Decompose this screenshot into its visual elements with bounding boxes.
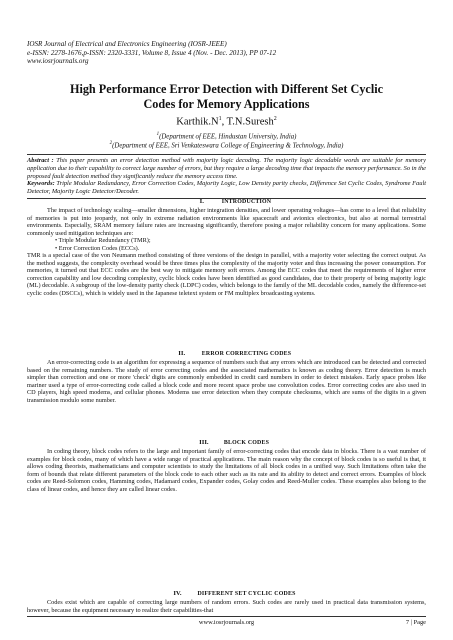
title-line-1: High Performance Error Detection with Different Set Cyclic: [69, 82, 384, 96]
section-2-body: [27, 359, 426, 404]
abstract-para: [27, 157, 426, 180]
journal-name: IOSR Journal of Electrical and Electronics Engineering (IOSR-JEEE): [27, 40, 227, 48]
author-1: Karthik.N: [176, 116, 219, 128]
section-4-number: IV.: [173, 590, 182, 597]
section-1-para-2: TMR is a special case of the von Neumann method consisting of three versions of the design in parallel, with a majority voter selecting the correct output. As the method suggests, the complexity overhead would be three times plus the complexity of the majority voter and thus increasing the power consumption. For memories, it turned out that ECC codes are the best way to mitigate memory soft errors. Among the ECC codes that meet the requirements of higher error correction capability and low decoding complexity, cyclic block codes have been identified as good candidates, due to their property of being majority logic (ML) decodable. A subgroup of the low-density parity check (LDPC) codes, which belongs to the family of the ML decodable codes, namely the difference-set cyclic codes (DSCCs), which is widely used in the Japanese teletext system or FM multiplex broadcasting systems.: [27, 252, 426, 298]
affiliation-2: [27, 140, 426, 150]
section-4-body: [27, 599, 426, 614]
section-1-bullet-1: • Triple Modular Redundancy (TMR);: [55, 237, 151, 245]
author-2-sup: 2: [273, 116, 277, 122]
abstract-label: Abstract :: [27, 157, 54, 164]
section-heading-1: [27, 198, 426, 205]
section-1-title: INTRODUCTION: [221, 199, 272, 205]
keywords-para: [27, 180, 426, 196]
section-1-para-1: The impact of technology scaling—smaller dimensions, higher integration densities, and lower operating voltages—has come to a level that reliability of memories is put into jeopardy, not only in extreme radiation environments like spacecraft and avionics electronics, but also at normal terrestrial environments. Especially, SRAM memory failure rates are increasing significantly, therefore posing a major reliability concern for many applications. Some commonly used mitigation techniques are:: [27, 207, 426, 237]
affiliation-1-text: (Department of EEE, Hindustan University, India): [159, 133, 297, 141]
section-2-title: ERROR CORRECTING CODES: [201, 351, 292, 357]
affiliation-1-sup: 1: [156, 132, 160, 137]
abstract-block: [27, 154, 426, 199]
section-3-title: BLOCK CODES: [223, 440, 270, 446]
title-line-2: Codes for Memory Applications: [143, 97, 310, 111]
affiliation-2-text: (Department of EEE, Sri Venkateswara College of Engineering & Technology, India): [112, 142, 344, 150]
abstract-text: This paper presents an error detection method with majority logic decoding. The majority logic decodable words are suitable for memory application due to their capability to correct large number of errors, but they require a large decoding time that impacts the memory performance. So in the proposed fault detection method they significantly reduce the memory access time.: [27, 157, 426, 180]
section-3-number: III.: [199, 439, 209, 446]
section-4-para-1: Codes exist which are capable of correcting large numbers of random errors. Such codes are rarely used in practical data transmission systems, however, because the equipment necessary to realize their capabilities-that: [27, 599, 426, 614]
footer-url: www.iosrjournals.org: [198, 619, 255, 626]
journal-header: [27, 40, 276, 66]
section-1-number: I.: [199, 198, 204, 205]
author-sep: ,: [221, 116, 227, 128]
journal-url: www.iosrjournals.org: [27, 57, 89, 66]
author-1-sup: 1: [218, 116, 222, 122]
section-4-title: DIFFERENT SET CYCLIC CODES: [197, 591, 296, 597]
section-1-bullet-2: • Error Correction Codes (ECCs).: [55, 244, 140, 252]
section-2-number: II.: [178, 350, 186, 357]
journal-issn: e-ISSN: 2278-1676,p-ISSN: 2320-3331, Volume 8, Issue 4 (Nov. - Dec. 2013), PP 07-12: [27, 48, 277, 57]
author-list: [27, 116, 426, 128]
section-3-body: [27, 448, 426, 493]
page-number: 7 | Page: [405, 619, 426, 626]
section-2-para-1: An error-correcting code is an algorithm for expressing a sequence of numbers such that any errors which are introduced can be detected and corrected based on the remaining numbers. The study of error correcting codes and the associated mathematics is known as coding theory. Error detection is much simpler than correction and one or more 'check' digits are commonly embedded in credit card numbers in order to detect mistakes. Early space probes like mariner used a type of error-correcting code called a block code and more recent space probe use convolution codes. Error correcting codes are also used in CD players, high speed modems, and cellular phones. Modems use error detection when they compute checksums, which are sums of the digits in a given transmission modulo some number.: [27, 359, 426, 404]
section-heading-2: [27, 350, 426, 357]
affiliation-2-sup: 2: [109, 141, 113, 146]
section-3-para-1: In coding theory, block codes refers to the large and important family of error-correcting codes that encode data in blocks. There is a vast number of examples for block codes, many of which have a wide range of practical applications. The main reason why the concept of block codes is so useful is that, it allows coding theorists, mathematicians and computer scientists to study the limitations of all block codes in a unified way. Such limitations often take the form of bounds that relate different parameters of the block code to each other such as its rate and its ability to detect and correct errors. Examples of block codes are Reed-Solomon codes, Hamming codes, Hadamard codes, Expander codes, Golay codes and Reed-Muller codes. These examples also belong to the class of linear codes, and hence they are called linear codes.: [27, 448, 426, 493]
keywords-text: Triple Modular Redundancy, Error Correction Codes, Majority Logic, Low Density parity checks, Difference Set Cyclic Codes, Syndrome Fault Detector, Majority Logic Detector/Decoder.: [27, 180, 426, 196]
author-2: T.N.Suresh: [226, 116, 274, 128]
section-heading-4: [27, 590, 426, 597]
keywords-label: Keywords:: [27, 180, 55, 188]
section-1-body: [27, 207, 426, 298]
paper-title: [40, 82, 413, 112]
section-heading-3: [27, 439, 426, 446]
page-footer: [27, 616, 426, 626]
